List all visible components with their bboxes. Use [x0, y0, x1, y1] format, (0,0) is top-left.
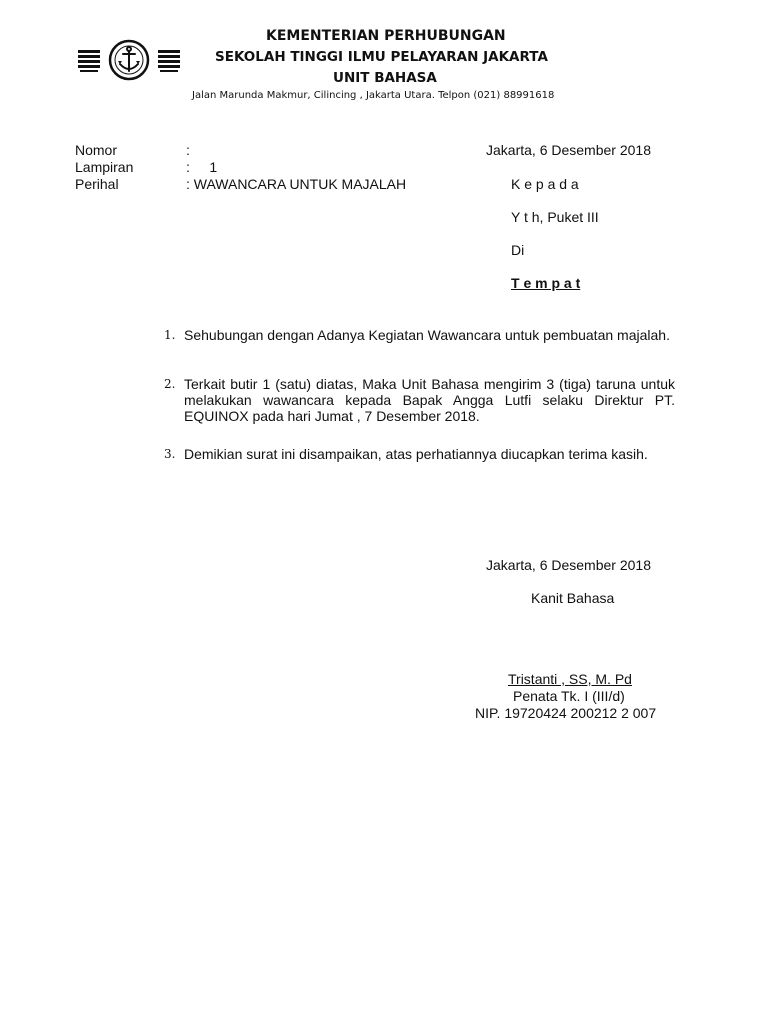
signatory-rank: Penata Tk. I (III/d) [513, 688, 625, 704]
signatory-nip: NIP. 19720424 200212 2 007 [475, 705, 657, 721]
perihal-label: Perihal [75, 176, 119, 192]
letterhead-emblem [76, 38, 182, 84]
lampiran-value: : 1 [186, 159, 218, 175]
letter-date: Jakarta, 6 Desember 2018 [486, 142, 651, 158]
nomor-label: Nomor [75, 142, 118, 158]
item-number-1: 1. [164, 328, 176, 342]
signature-title: Kanit Bahasa [531, 590, 615, 606]
kepada-label: K e p a d a [511, 176, 579, 192]
paragraph-3: Demikian surat ini disampaikan, atas perhatiannya diucapkan terima kasih. [184, 446, 648, 462]
signatory-name: Tristanti , SS, M. Pd [508, 671, 632, 687]
signature-date: Jakarta, 6 Desember 2018 [486, 557, 651, 573]
school-heading: SEKOLAH TINGGI ILMU PELAYARAN JAKARTA [215, 49, 548, 65]
address-line: Jalan Marunda Makmur, Cilincing , Jakarta Utara. Telpon (021) 88991618 [192, 90, 555, 101]
tempat-label: T e m p a t [511, 275, 581, 291]
nomor-value: : [186, 142, 190, 158]
recipient-name: Y t h, Puket III [511, 209, 599, 225]
lampiran-label: Lampiran [75, 159, 134, 175]
item-number-3: 3. [164, 447, 176, 461]
paragraph-2: Terkait butir 1 (satu) diatas, Maka Unit Bahasa mengirim 3 (tiga) taruna untuk melakukan wawancara kepada Bapak Angga Lutfi selaku Direktur PT. EQUINOX pada hari Jumat , 7 Desember 2018. [184, 376, 675, 424]
anchor-emblem-icon [76, 38, 182, 84]
ministry-heading: KEMENTERIAN PERHUBUNGAN [266, 28, 506, 44]
unit-heading: UNIT BAHASA [333, 70, 437, 86]
paragraph-1: Sehubungan dengan Adanya Kegiatan Wawancara untuk pembuatan majalah. [184, 327, 670, 343]
perihal-value: : WAWANCARA UNTUK MAJALAH [186, 176, 407, 192]
item-number-2: 2. [164, 377, 176, 391]
di-label: Di [511, 242, 525, 258]
